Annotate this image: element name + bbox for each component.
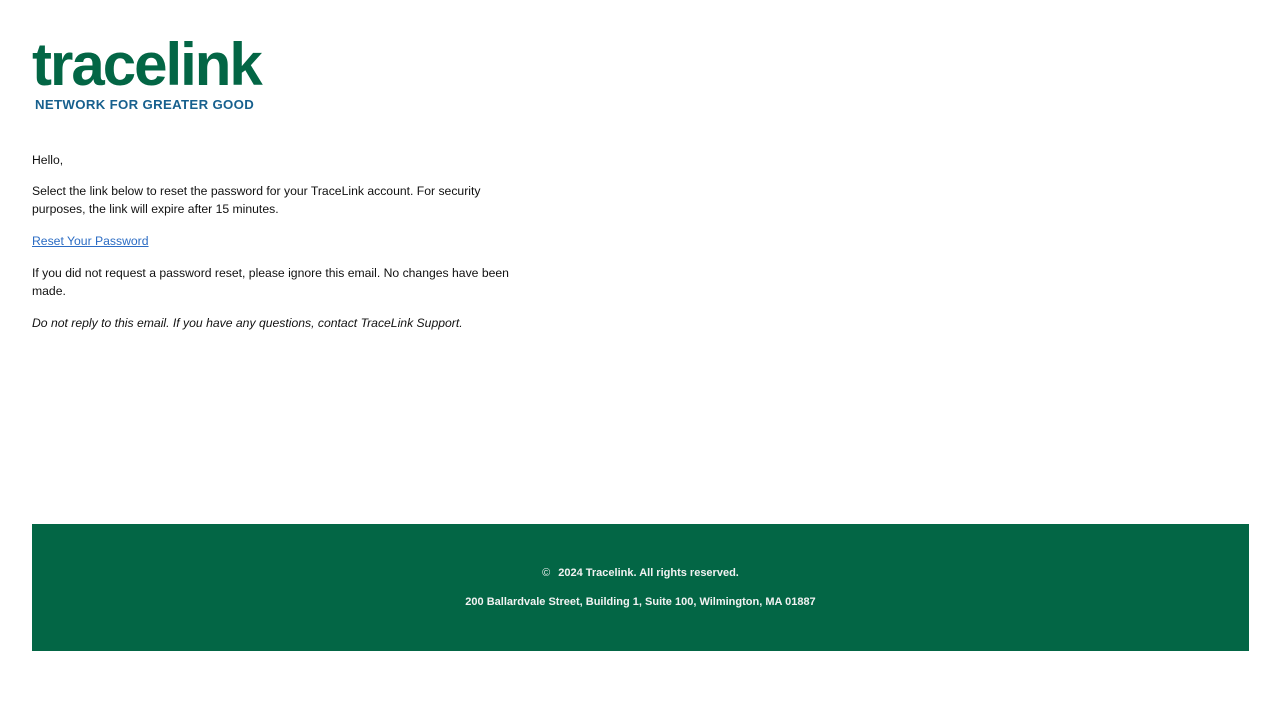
logo-wordmark: tracelink	[32, 31, 261, 98]
copyright-line	[32, 566, 1249, 580]
email-body	[32, 151, 512, 346]
ignore-notice-text: If you did not request a password reset, please ignore this email. No changes have been made.	[32, 266, 509, 298]
logo-tagline: NETWORK FOR GREATER GOOD	[35, 97, 255, 112]
intro-text: Select the link below to reset the password for your TraceLink account. For security purposes, the link will expire after 15 minutes.	[32, 184, 481, 216]
company-address: 200 Ballardvale Street, Building 1, Suite 100, Wilmington, MA 01887	[465, 596, 816, 608]
copyright-text: 2024 Tracelink. All rights reserved.	[558, 567, 739, 579]
greeting-text: Hello,	[32, 153, 64, 167]
copyright-symbol: ©	[542, 567, 551, 579]
footer	[32, 524, 1249, 651]
reset-password-link[interactable]: Reset Your Password	[32, 234, 149, 248]
no-reply-notice-text: Do not reply to this email. If you have any questions, contact TraceLink Support.	[32, 316, 463, 330]
tracelink-logo	[32, 31, 284, 116]
